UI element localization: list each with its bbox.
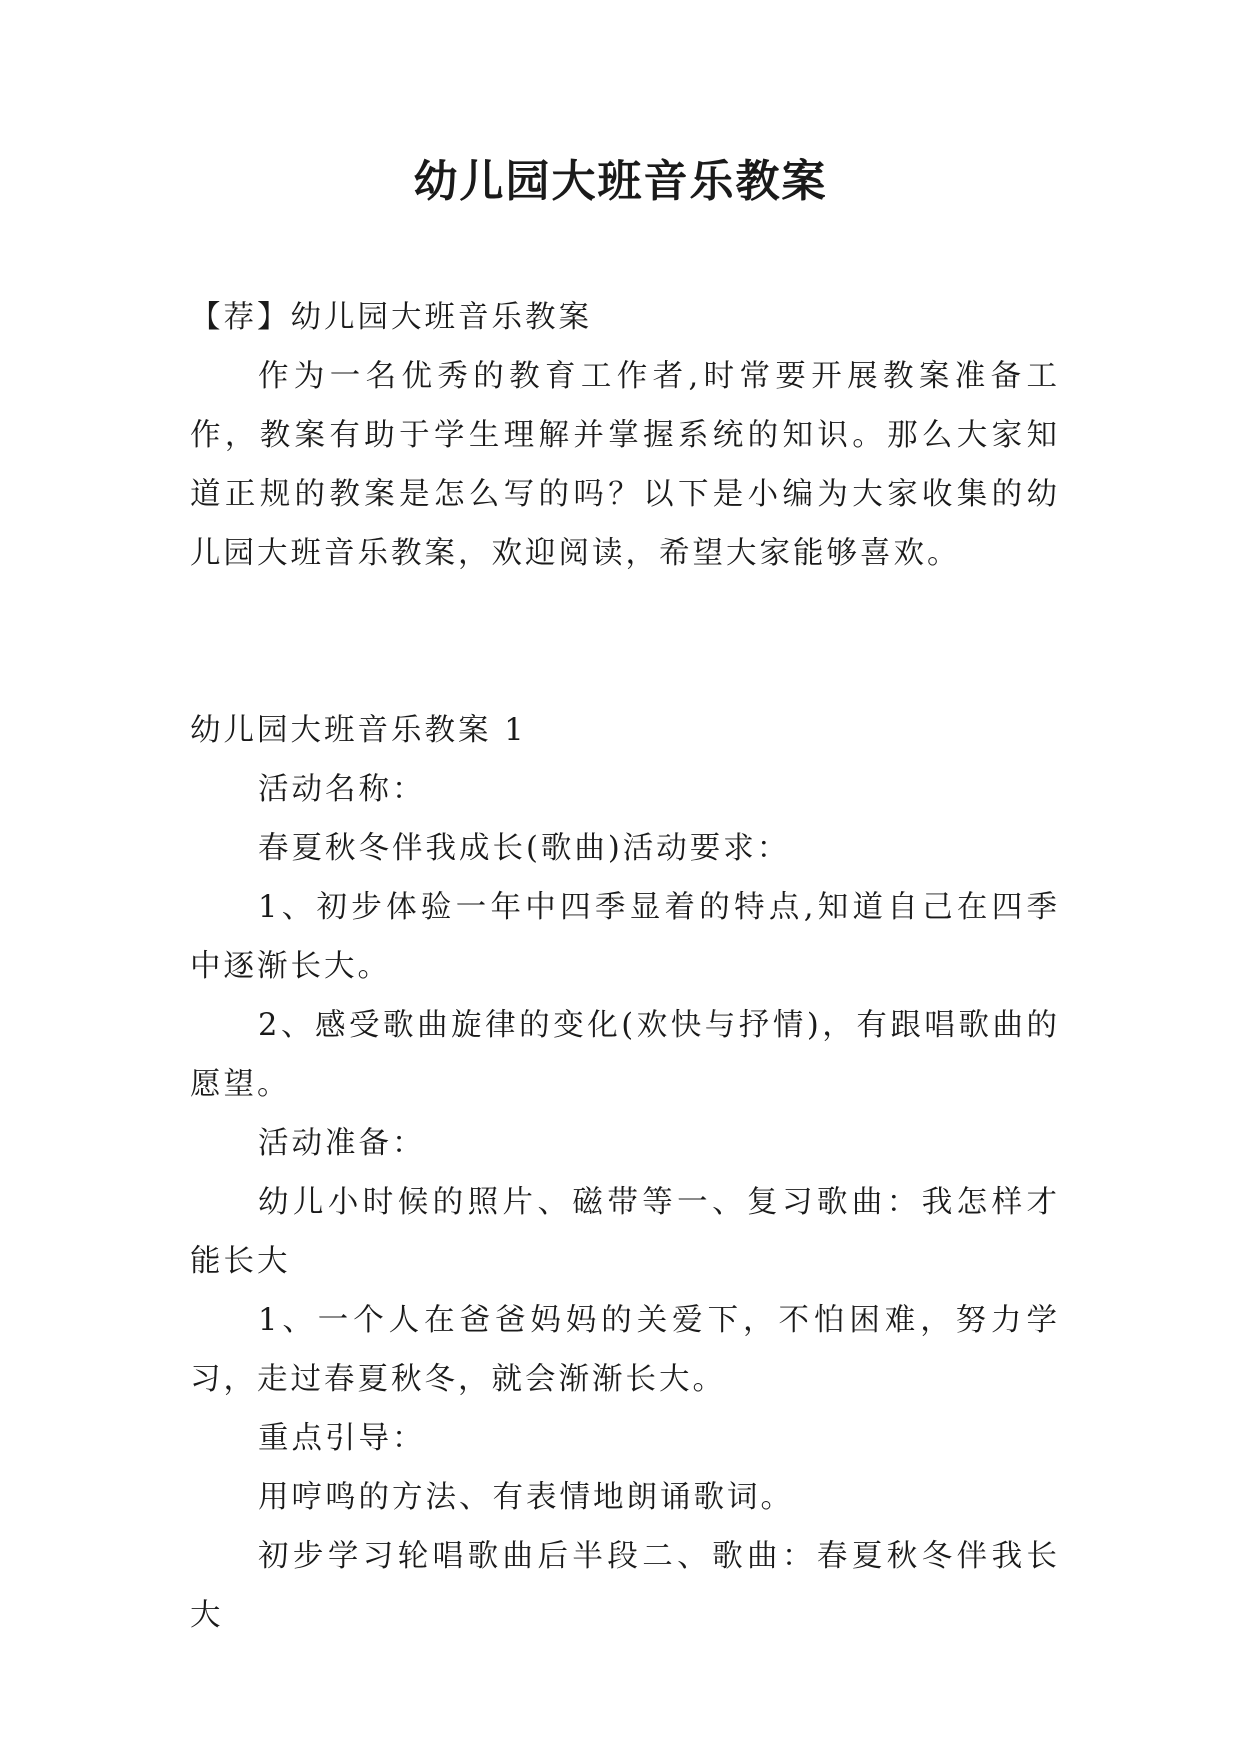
preparation-value: 幼儿小时候的照片、磁带等一、复习歌曲：我怎样才能长大 bbox=[190, 1185, 1060, 1279]
recommend-heading: 【荐】幼儿园大班音乐教案 bbox=[190, 300, 592, 335]
activity-name-value: 春夏秋冬伴我成长(歌曲)活动要求： bbox=[258, 831, 791, 866]
requirement-item-1: 1、初步体验一年中四季显着的特点,知道自己在四季中逐渐长大。 bbox=[190, 890, 1060, 984]
section-heading: 幼儿园大班音乐教案 1 bbox=[190, 713, 527, 748]
requirement-item-2: 2、感受歌曲旋律的变化(欢快与抒情)，有跟唱歌曲的愿望。 bbox=[190, 1008, 1060, 1102]
section-spacer bbox=[190, 583, 1060, 701]
key-guidance-label: 重点引导： bbox=[258, 1421, 426, 1456]
key-guidance-value: 用哼鸣的方法、有表情地朗诵歌词。 bbox=[258, 1480, 794, 1515]
step-item-1: 1、一个人在爸爸妈妈的关爱下，不怕困难，努力学习，走过春夏秋冬，就会渐渐长大。 bbox=[190, 1303, 1060, 1397]
intro-paragraph: 作为一名优秀的教育工作者,时常要开展教案准备工作，教案有助于学生理解并掌握系统的知识。那么大家知道正规的教案是怎么写的吗？以下是小编为大家收集的幼儿园大班音乐教案，欢迎阅读，希望大家能够喜欢。 bbox=[190, 359, 1060, 571]
step-item-2: 初步学习轮唱歌曲后半段二、歌曲：春夏秋冬伴我长大 bbox=[190, 1539, 1060, 1633]
activity-name-label: 活动名称： bbox=[258, 772, 426, 807]
document-title: 幼儿园大班音乐教案 bbox=[413, 156, 828, 207]
preparation-label: 活动准备： bbox=[258, 1126, 426, 1161]
document-body bbox=[190, 288, 1060, 1645]
